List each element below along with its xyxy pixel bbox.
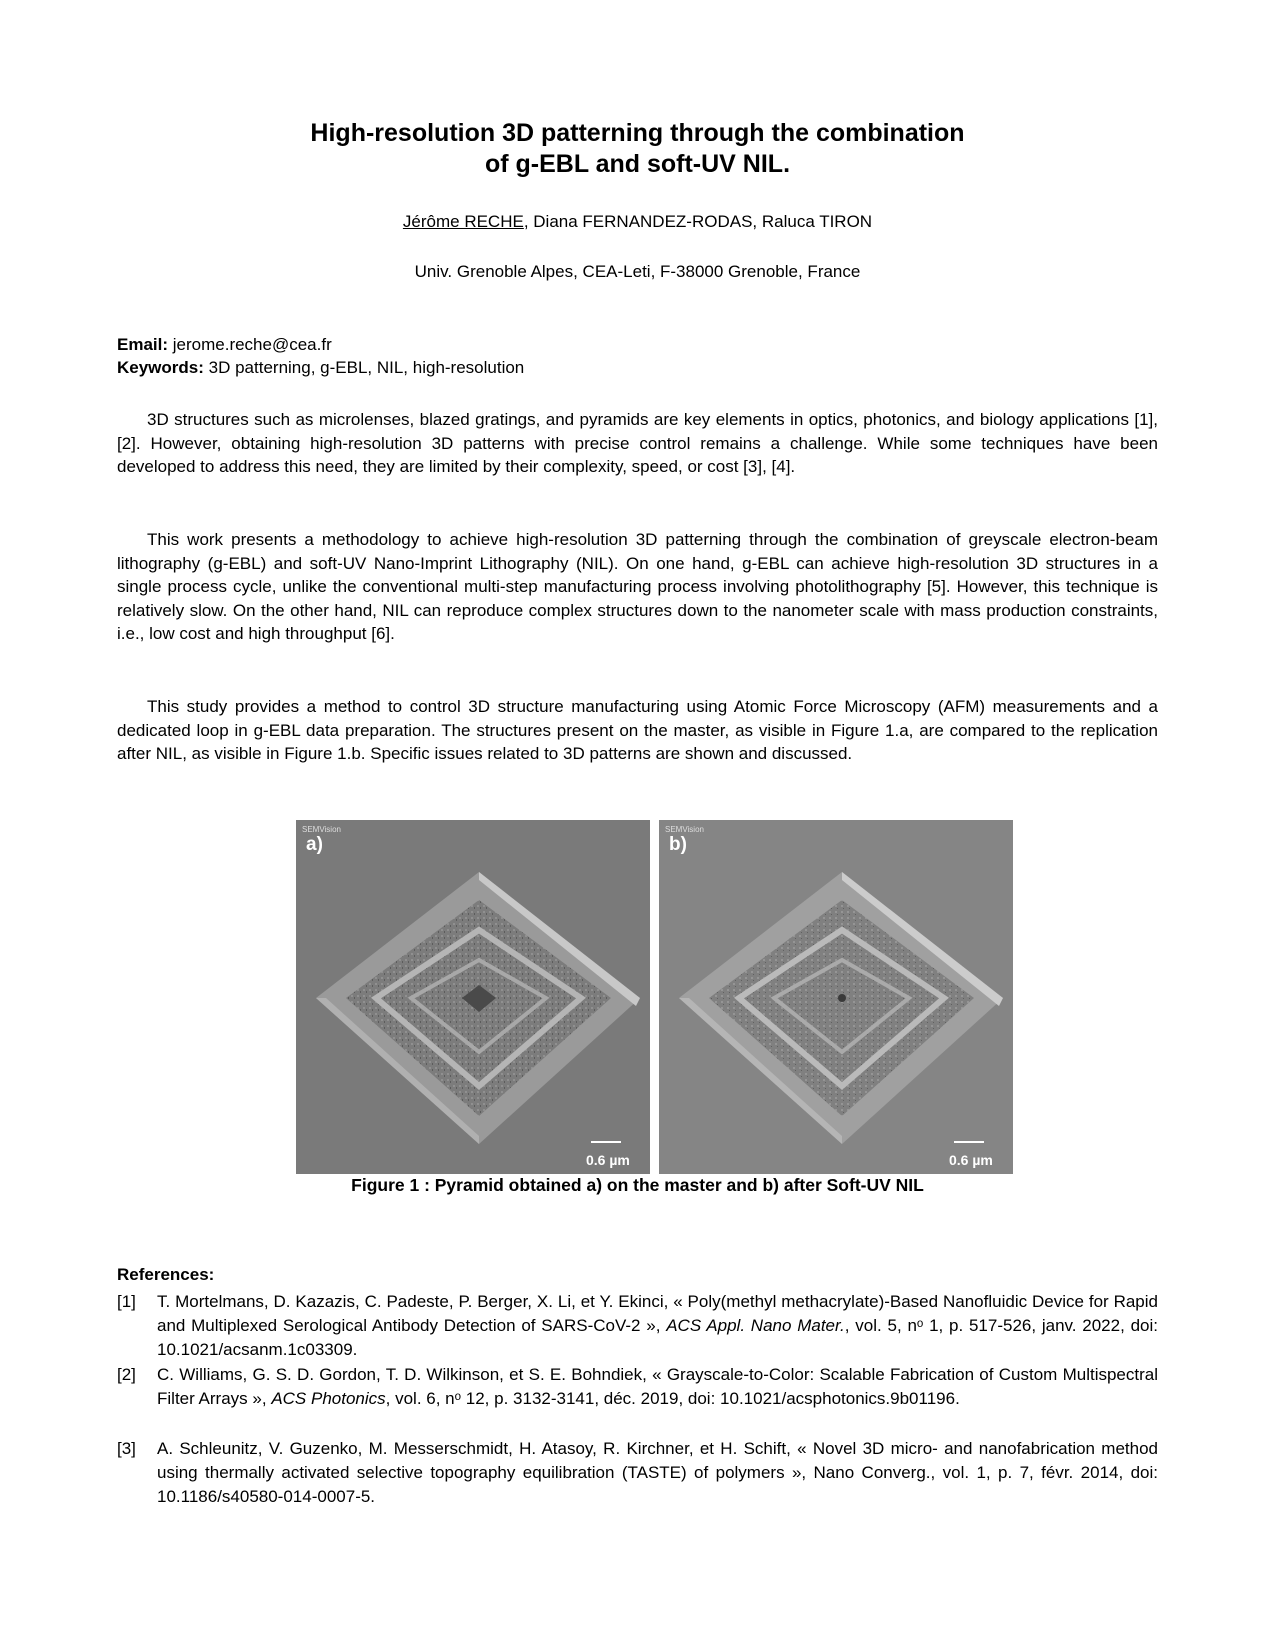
reference-number: [2] [117,1365,136,1384]
sem-image-a [296,820,650,1174]
keywords-label: Keywords: [117,358,204,377]
reference-1: [1] T. Mortelmans, D. Kazazis, C. Padeste, P. Berger, X. Li, et Y. Ekinci, « Poly(methyl methacrylate)-Based Nanofluidic Device for Rapid and Multiplexed Serological Antibody Detection of SARS-CoV-2 », ACS Appl. Nano Mater., vol. 5, nᵒ 1, p. 517-526, janv. 2022, doi: 10.1021/acsanm.1c03309. [117,1292,1158,1359]
presenting-author: Jérôme RECHE [402,212,524,231]
figure-caption: Figure 1 : Pyramid obtained a) on the master and b) after Soft-UV NIL [351,1175,924,1195]
keywords-line [117,356,1157,379]
paper-title [0,118,1275,180]
scale-bar-b: 0.6 µm [949,1152,993,1168]
journal-name: ACS Photonics [271,1389,386,1408]
panel-label-a: a) [306,834,323,855]
figure-panel-a [296,820,650,1174]
paragraph-3: This study provides a method to control 3D structure manufacturing using Atomic Force Microscopy (AFM) measurements and a dedicated loop in g-EBL data preparation. The structures present on the master, as visible in Figure 1.a, are compared to the replication after NIL, as visible in Figure 1.b. Specific issues related to 3D patterns are shown and discussed. [117,697,1158,763]
email-label: Email: [117,335,169,354]
watermark-a: SEMVision [302,825,341,834]
reference-2: [2] C. Williams, G. S. D. Gordon, T. D. Wilkinson, et S. E. Bohndiek, « Grayscale-to-Color: Scalable Fabrication of Custom Multispectral Filter Arrays », ACS Photonics, vol. 6, nᵒ 12, p. 3132-3141, déc. 2019, doi: 10.1021/acsphotonics.9b01196. [117,1365,1158,1408]
paragraph-1: 3D structures such as microlenses, blazed gratings, and pyramids are key elements in optics, photonics, and biology applications [1], [2]. However, obtaining high-resolution 3D patterns with precise control remains a challenge. While some techniques have been developed to address this need, they are limited by their complexity, speed, or cost [3], [4]. [117,410,1158,476]
title-line-1: High-resolution 3D patterning through the combination [310,119,965,147]
references-heading: References: [117,1265,215,1284]
sem-image-b [659,820,1013,1174]
journal-name: ACS Appl. Nano Mater. [666,1316,845,1335]
reference-number: [1] [117,1292,136,1311]
keywords-value: 3D patterning, g-EBL, NIL, high-resolution [203,358,525,377]
email-value: jerome.reche@cea.fr [168,335,332,354]
panel-label-b: b) [669,834,687,855]
watermark-b: SEMVision [665,825,704,834]
figure-panel-b [659,820,1013,1174]
email-line [117,333,1157,356]
scale-bar-a: 0.6 µm [586,1152,630,1168]
reference-3: [3] A. Schleunitz, V. Guzenko, M. Messerschmidt, H. Atasoy, R. Kirchner, et H. Schift, « Novel 3D micro- and nanofabrication method using thermally activated selective topography equilibration (TASTE) of polymers », Nano Converg., vol. 1, p. 7, févr. 2014, doi: 10.1186/s40580-014-0007-5. [117,1439,1158,1506]
reference-number: [3] [117,1439,136,1458]
paragraph-2: This work presents a methodology to achieve high-resolution 3D patterning through the combination of greyscale electron-beam lithography (g-EBL) and soft-UV Nano-Imprint Lithography (NIL). On one hand, g-EBL can achieve high-resolution 3D structures in a single process cycle, unlike the conventional multi-step manufacturing process involving photolithography [5]. However, this technique is relatively slow. On the other hand, NIL can reproduce complex structures down to the nanometer scale with mass production constraints, i.e., low cost and high throughput [6]. [117,530,1158,643]
affiliation: Univ. Grenoble Alpes, CEA-Leti, F-38000 Grenoble, France [414,262,861,281]
title-line-2: of g-EBL and soft-UV NIL. [484,150,791,178]
author-list [0,212,1275,232]
co-authors: , Diana FERNANDEZ-RODAS, Raluca TIRON [523,212,873,231]
